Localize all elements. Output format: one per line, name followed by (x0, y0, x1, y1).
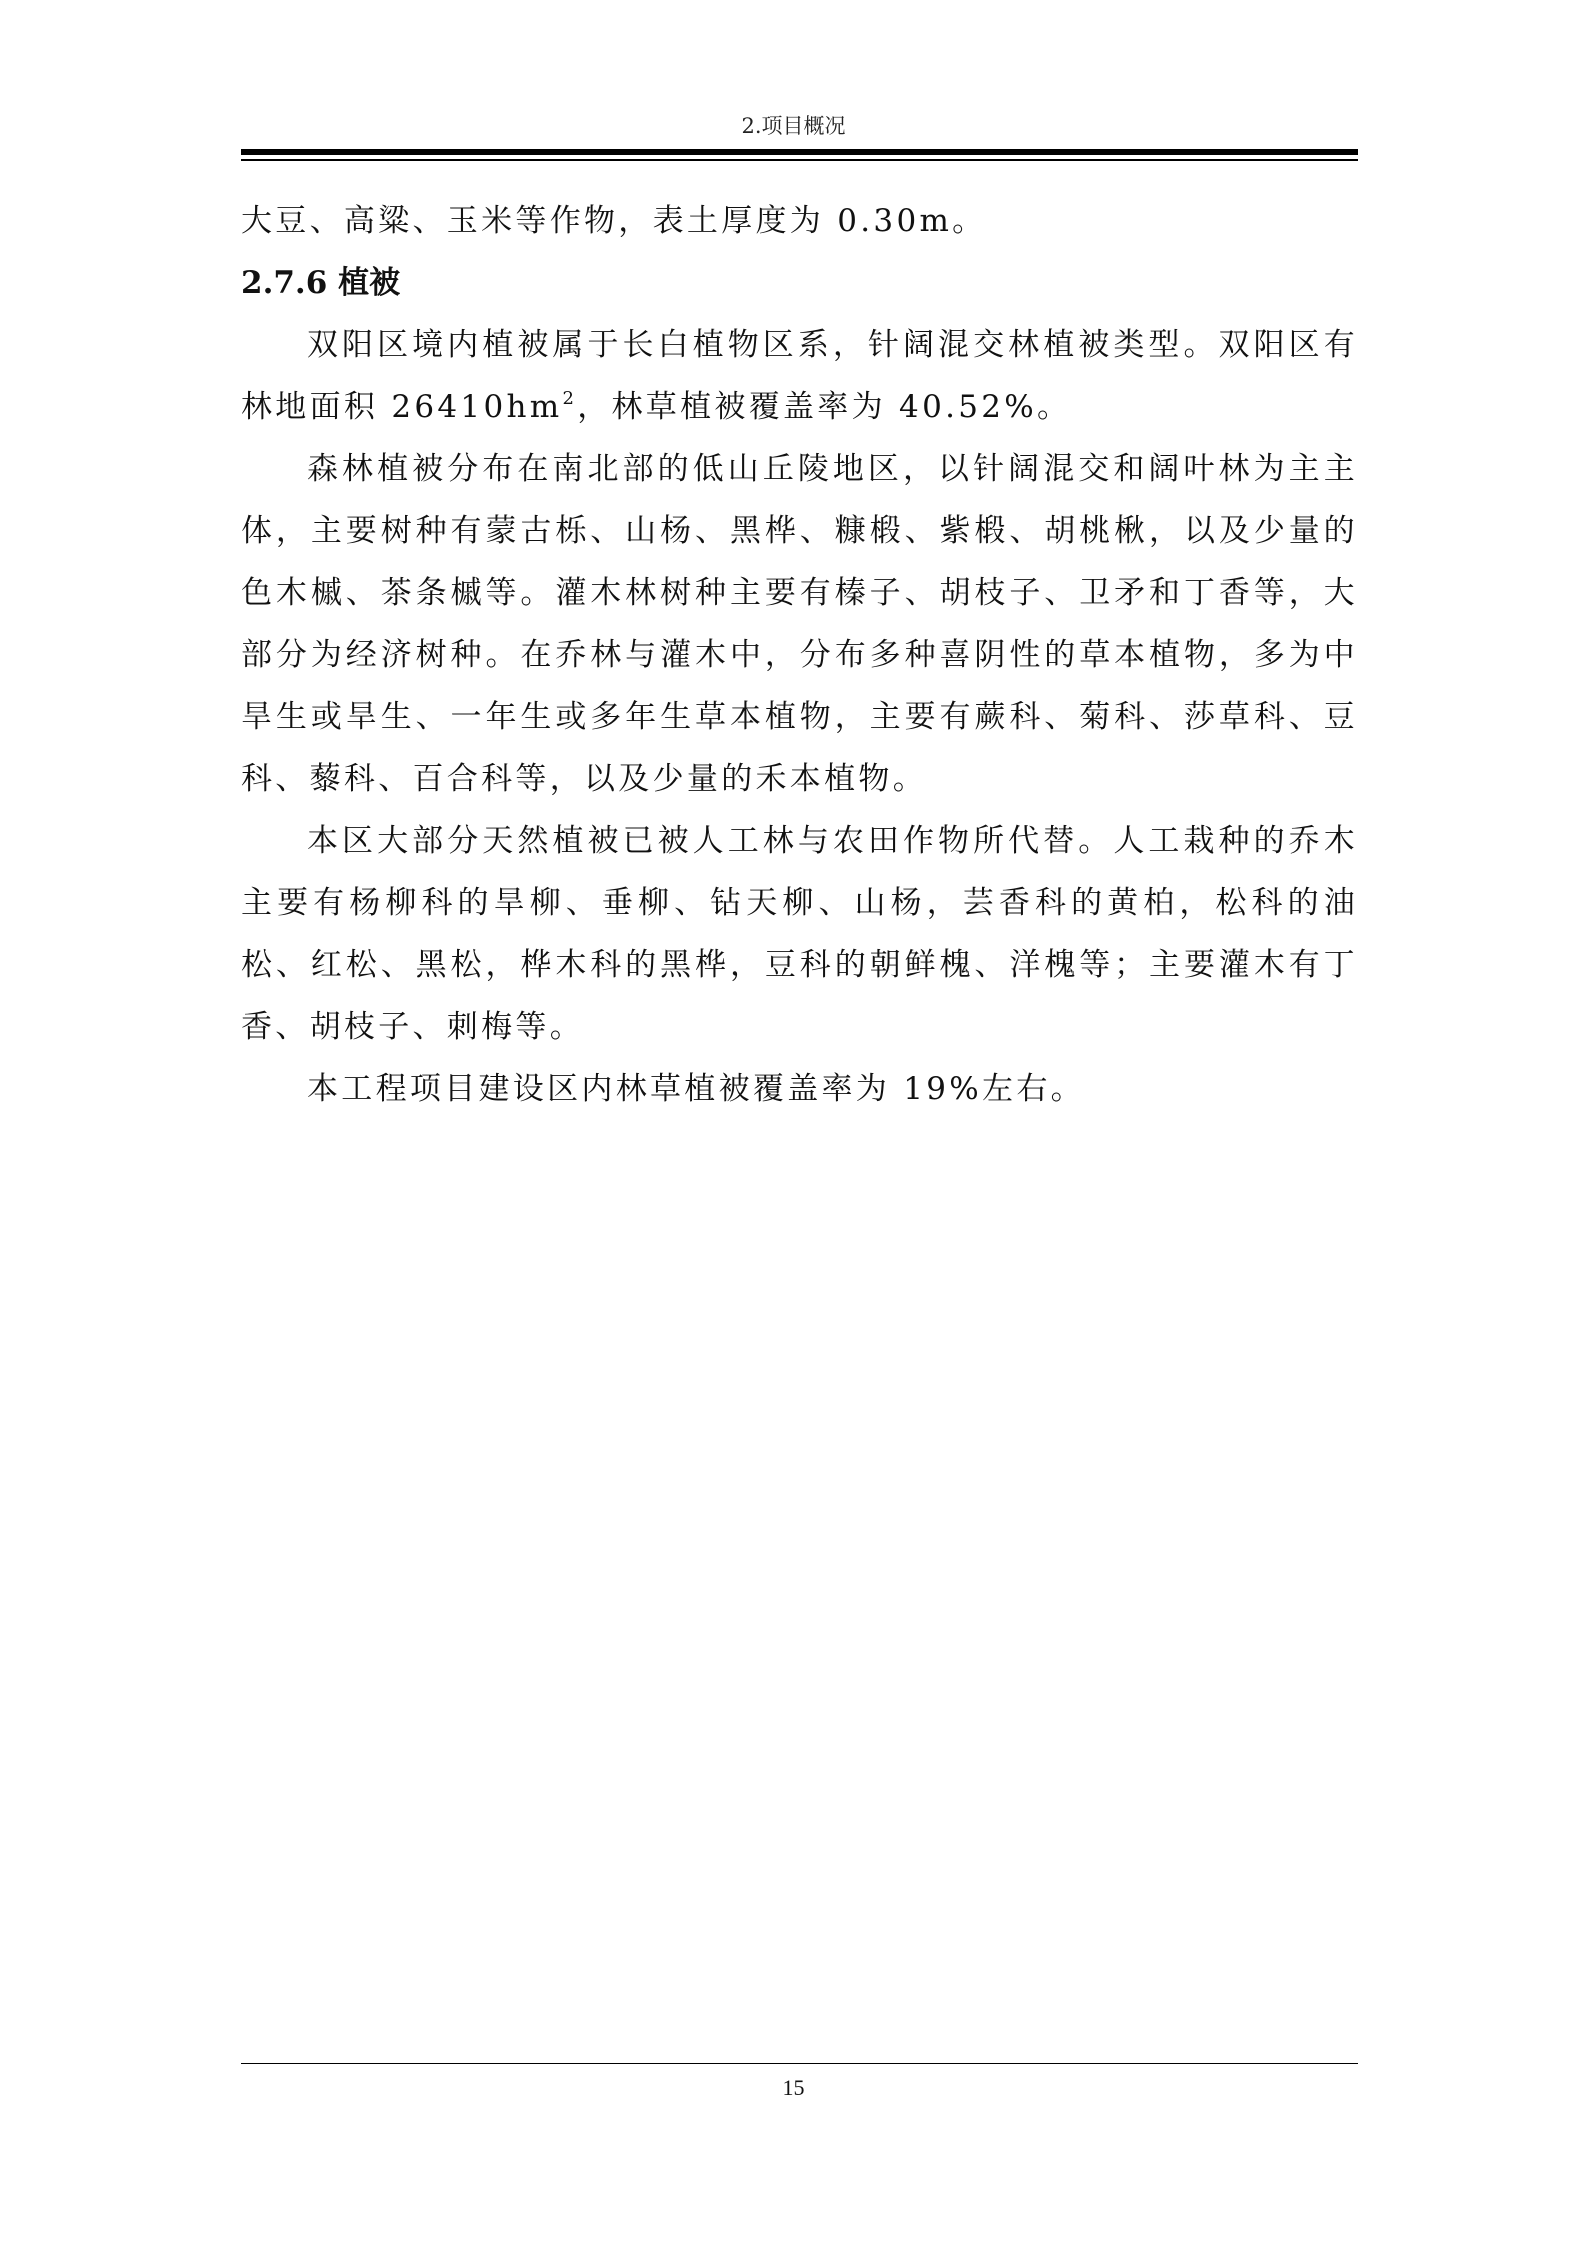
header-rule-thin (241, 159, 1358, 161)
vegetation-paragraph-4: 本工程项目建设区内林草植被覆盖率为 19%左右。 (307, 1071, 1085, 1107)
footer-rule (241, 2063, 1358, 2064)
vegetation-paragraph-1 (241, 314, 1358, 438)
vegetation-paragraph-3: 本区大部分天然植被已被人工林与农田作物所代替。人工栽种的乔木主要有杨柳科的旱柳、垂柳、钻天柳、山杨，芸香科的黄柏，松科的油松、红松、黑松，桦木科的黑桦，豆科的朝鲜槐、洋槐等；主要灌木有丁香、胡枝子、刺梅等。 (241, 823, 1358, 1045)
continuation-paragraph: 大豆、高粱、玉米等作物，表土厚度为 0.30m。 (241, 203, 987, 239)
page-body (241, 190, 1358, 1120)
page-number: 15 (782, 2075, 805, 2100)
paragraph-1-text-end: ，林草植被覆盖率为 40.52%。 (577, 389, 1072, 425)
running-header: 2.项目概况 (741, 114, 846, 138)
header-rule-thick (241, 149, 1358, 155)
paragraph-1-text: 双阳区境内植被属于长白植物区系，针阔混交林植被类型。双阳区有林地面积 26410hm (241, 327, 1358, 425)
vegetation-paragraph-2: 森林植被分布在南北部的低山丘陵地区，以针阔混交和阔叶林为主主体，主要树种有蒙古栎、山杨、黑桦、糠椴、紫椴、胡桃楸，以及少量的色木槭、茶条槭等。灌木林树种主要有榛子、胡枝子、卫矛和丁香等，大部分为经济树种。在乔林与灌木中，分布多种喜阴性的草本植物，多为中旱生或旱生、一年生或多年生草本植物，主要有蕨科、菊科、莎草科、豆科、藜科、百合科等，以及少量的禾本植物。 (241, 451, 1358, 797)
section-heading: 2.7.6 植被 (241, 265, 401, 301)
superscript-2: 2 (562, 388, 578, 409)
